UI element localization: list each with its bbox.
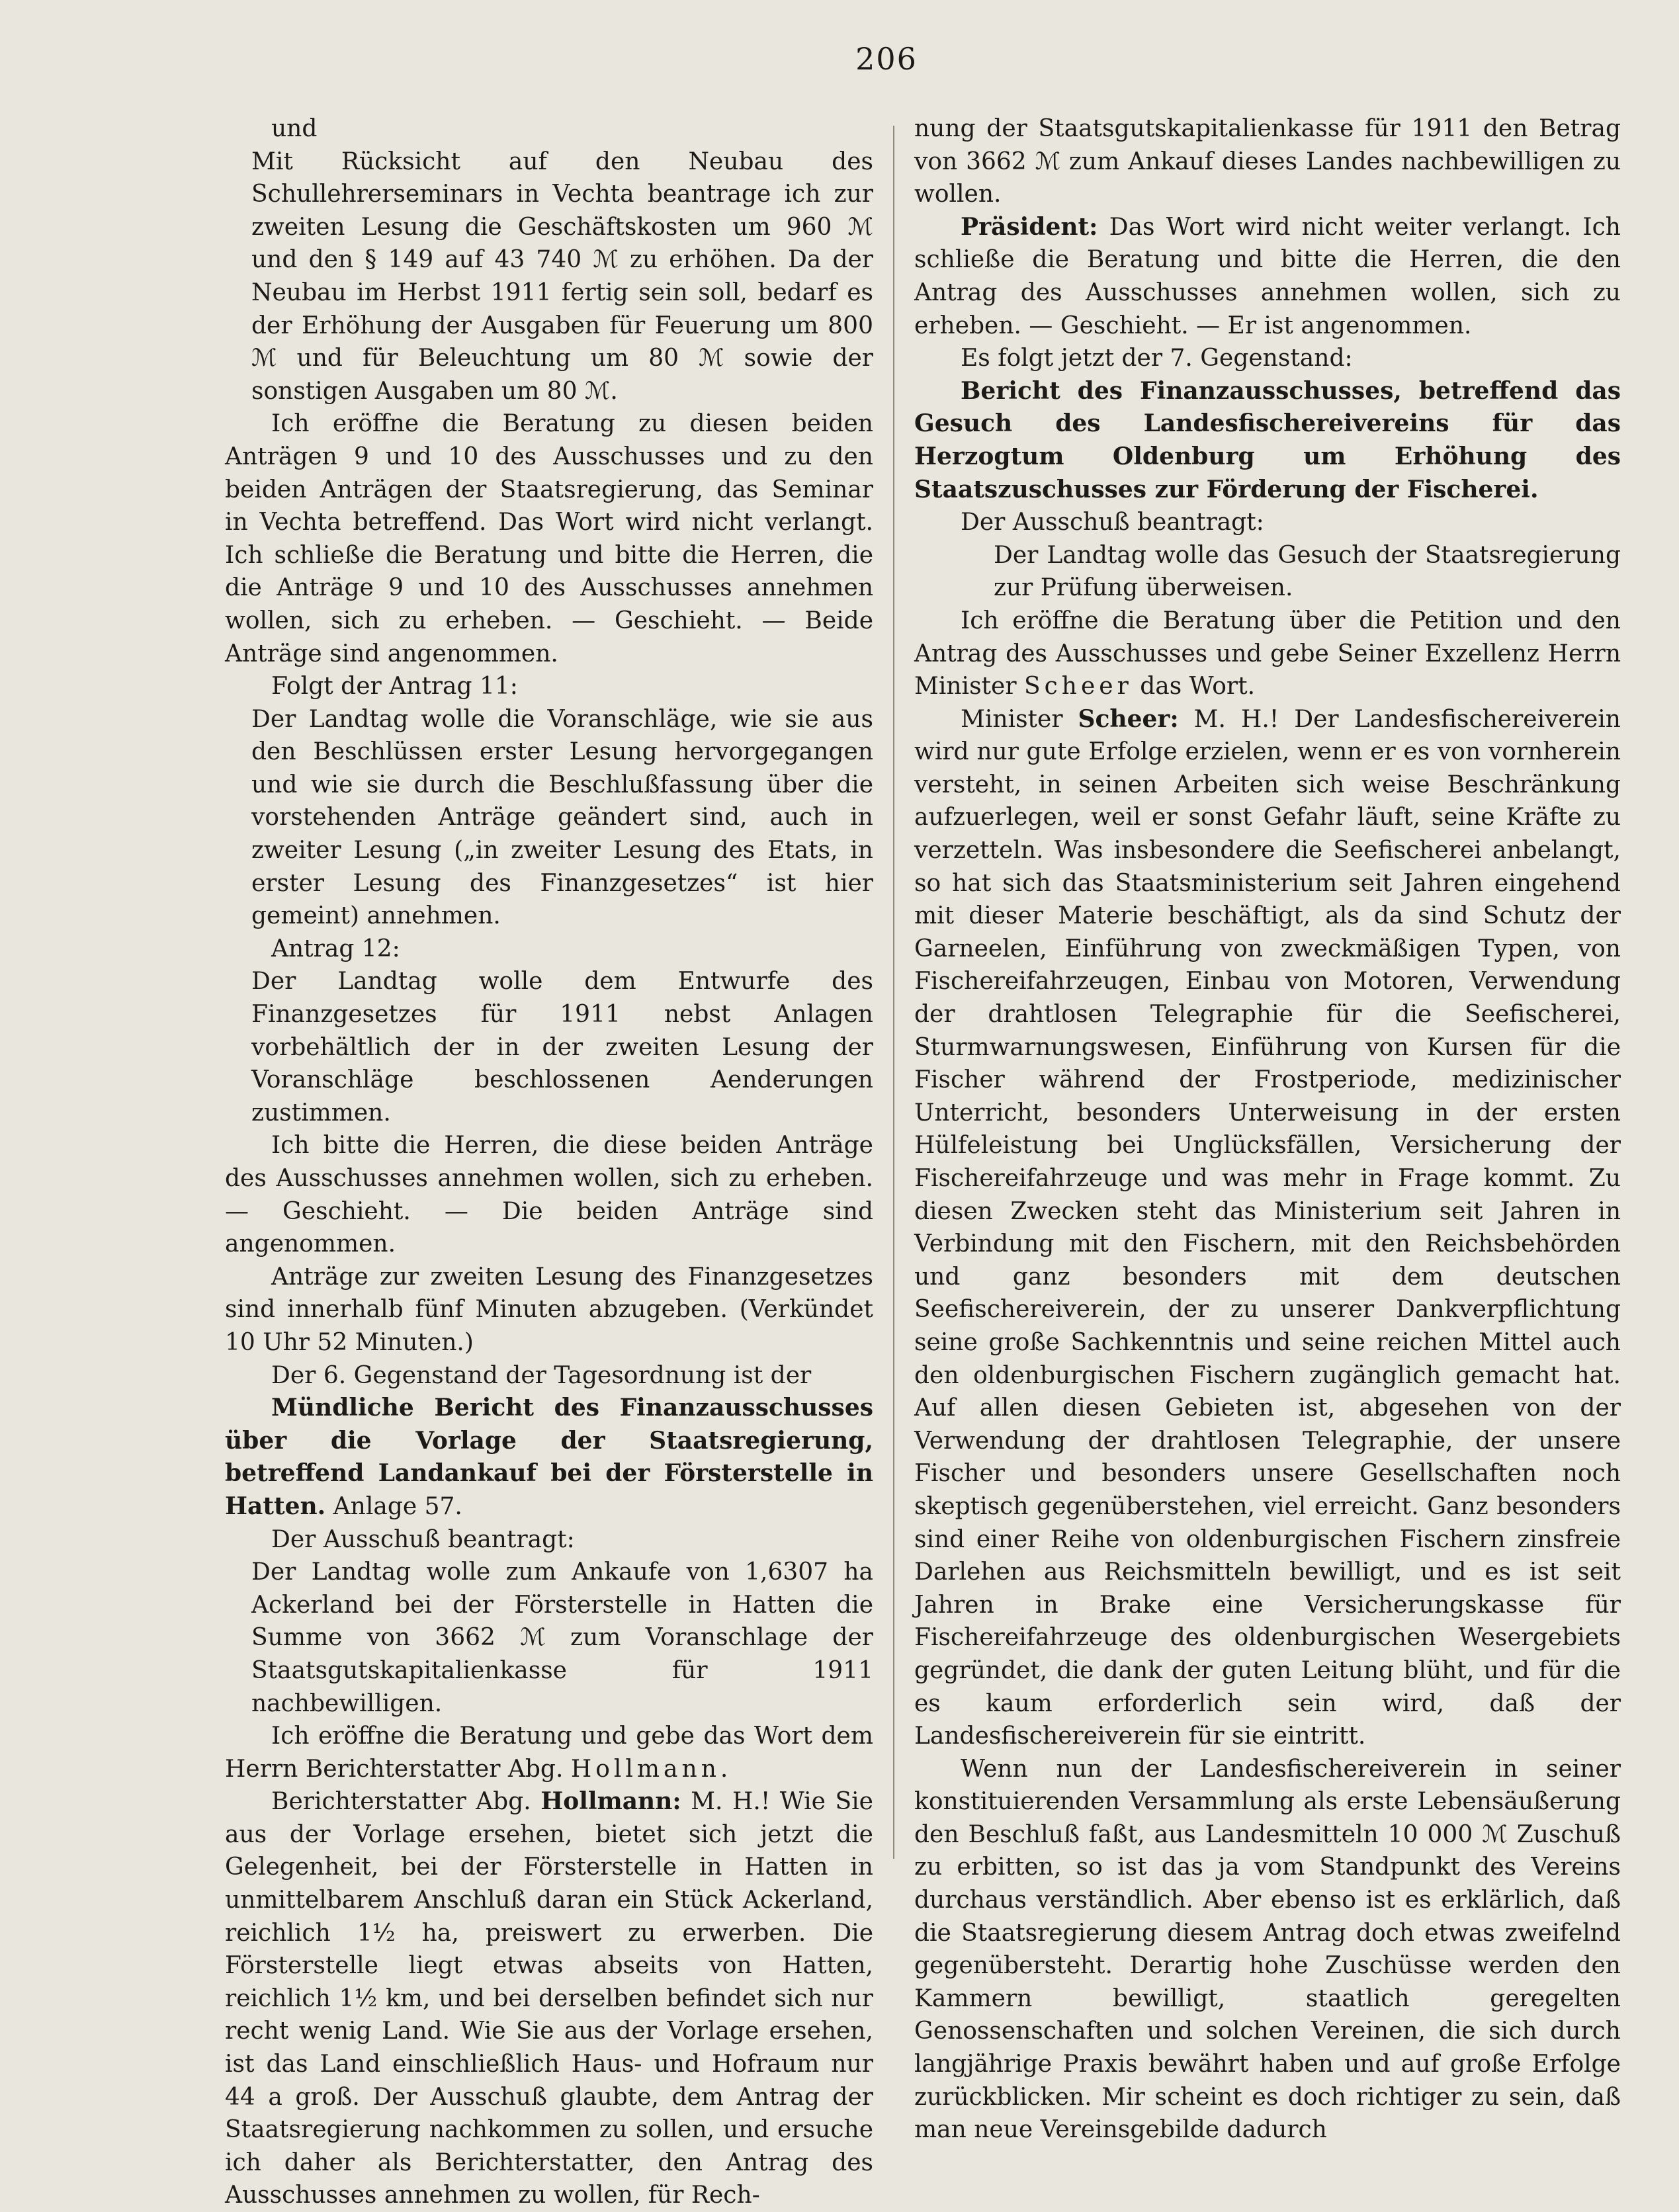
paragraph (225, 1720, 873, 1785)
speaker-name: Präsident: (961, 212, 1098, 241)
paragraph: Der Ausschuß beantragt: (271, 1525, 575, 1553)
motion-text: Der Landtag wolle dem Entwurfe des Finanzgesetzes für 1911 nebst Anlagen vorbehältlich der in der zweiten Lesung der Voranschläge beschlossenen Aenderungen zustimmen. (251, 968, 873, 1127)
paragraph (914, 605, 1621, 703)
text-run: das Wort. (1132, 673, 1256, 701)
text-run: M. H.! Wie Sie aus der Vorlage ersehen, bietet sich jetzt die Gelegenheit, bei der Försterstelle in Hatten in unmittelbarem Anschluß daran ein Stück Ackerland, reichlich 1½ ha, preiswert zu erwerben. Die Försterstelle liegt etwas abseits von Hatten, reichlich 1½ km, und bei derselben befindet sich nur recht wenig Land. Wie Sie aus der Vorlage ersehen, ist das Land einschließlich Haus- und Hofraum nur 44 a groß. Der Ausschuß glaubte, dem Antrag der Staatsregierung nachkommen zu sollen, und ersuche ich daher als Berichterstatter, den Antrag des Ausschusses annehmen zu wollen, für Rech- (225, 1788, 873, 2209)
agenda-annex: Anlage 57. (325, 1492, 462, 1520)
text-run: Ich eröffne die Beratung und gebe das Wort dem Herrn Berichterstatter Abg. (225, 1723, 873, 1783)
text-run: . (720, 1755, 728, 1783)
page-number: 206 (855, 41, 918, 77)
motion-text: Mit Rücksicht auf den Neubau des Schullehrerseminars in Vechta beantrage ich zur zweiten Lesung die Geschäftskosten um 960 ℳ und den § 149 auf 43 740 ℳ zu erhöhen. Da der Neubau im Herbst 1911 fertig sein soll, bedarf es der Erhöhung der Ausgaben für Feuerung um 800 ℳ und für Beleuchtung um 80 ℳ sowie der sonstigen Ausgaben um 80 ℳ. (251, 148, 873, 405)
text-run: Das Wort wird nicht weiter verlangt. Ich schließe die Beratung und bitte die Herren, die den Antrag des Ausschusses annehmen wollen, sich zu erheben. — Geschieht. — Er ist angenommen. (914, 213, 1621, 339)
right-column (914, 112, 1621, 2147)
agenda-heading: Mündliche Bericht des Finanzausschusses über die Vorlage der Staatsregierung, betreffend Landankauf bei der Försterstelle in Hatten. (225, 1394, 873, 1520)
paragraph: Es folgt jetzt der 7. Gegenstand: (961, 345, 1353, 372)
text-run: Berichterstatter Abg. (271, 1788, 541, 1816)
speaker-name: Scheer (1023, 673, 1133, 701)
text-run: M. H.! Der Landesfischereiverein wird nur gute Erfolge erzielen, wenn er es von vornherein versteht, in seinen Arbeiten sich weise Beschränkung aufzuerlegen, weil er sonst Gefahr läuft, seine Kräfte zu verzetteln. Was insbesondere die Seefischerei anbelangt, so hat sich das Staatsministerium seit Jahren eingehend mit dieser Materie beschäftigt, als da sind Schutz der Garneelen, Einführung von zweckmäßigen Typen, von Fischereifahrzeugen, Einbau von Motoren, Verwendung der drahtlosen Telegraphie für die Seefischerei, Sturmwarnungswesen, Einführung von Kursen für die Fischer während der Frostperiode, medizinischer Unterricht, besonders Unterweisung in der ersten Hülfeleistung bei Unglücksfällen, Versicherung der Fischereifahrzeuge und was mehr in Frage kommt. Zu diesen Zwecken steht das Ministerium seit Jahren in Verbindung mit den Fischern, mit den Reichsbehörden und ganz besonders mit dem deutschen Seefischereiverein, der zu unserer Dankverpflichtung seine große Sachkenntnis und seine reichen Mittel auch den oldenburgischen Fischern zugänglich gemacht hat. Auf allen diesen Gebieten ist, abgesehen von der Verwendung der drahtlosen Telegraphie, der unsere Fischer und besonders unsere Gesellschaften noch skeptisch gegenüberstehen, viel erreicht. Ganz besonders sind einer Reihe von oldenburgischen Fischern zinsfreie Darlehen aus Reichsmitteln bewilligt, und es ist seit Jahren in Brake eine Versicherungskasse für Fischereifahrzeuge des oldenburgischen Wesergebiets gegründet, die dank der guten Leitung blüht, und für die es kaum erforderlich sein wird, daß der Landesfischereiverein für sie eintritt. (914, 705, 1621, 1750)
left-column (225, 112, 873, 2212)
speech (225, 1785, 873, 2212)
agenda-heading: Bericht des Finanzausschusses, betreffend das Gesuch des Landesfischereivereins für das Herzogtum Oldenburg um Erhöhung des Staatszuschusses zur Förderung der Fischerei. (914, 376, 1621, 503)
paragraph: Antrag 12: (271, 935, 400, 962)
speech (914, 211, 1621, 342)
column-divider (893, 126, 894, 1859)
text-run: Ich eröffne die Beratung über die Petition und den Antrag des Ausschusses und gebe Seiner Exzellenz Herrn Minister (914, 607, 1621, 701)
paragraph: Der Ausschuß beantragt: (961, 509, 1264, 536)
paragraph: Wenn nun der Landesfischereiverein in seiner konstituierenden Versammlung als erste Lebensäußerung den Beschluß faßt, aus Landesmitteln 10 000 ℳ Zuschuß zu erbitten, so ist das ja vom Standpunkt des Vereins durchaus verständlich. Aber ebenso ist es erklärlich, daß die Staatsregierung diesem Antrag doch etwas zweifelnd gegenübersteht. Derartig hohe Zuschüsse werden den Kammern bewilligt, staatlich geregelten Genossenschaften und solchen Vereinen, die sich durch langjährige Praxis bewährt haben und auf große Erfolge zurückblicken. Mir scheint es doch richtiger zu sein, daß man neue Vereinsgebilde dadurch (914, 1755, 1621, 2144)
paragraph: Der 6. Gegenstand der Tagesordnung ist der (271, 1361, 812, 1389)
motion-text: Der Landtag wolle das Gesuch der Staatsregierung zur Prüfung überweisen. (994, 541, 1621, 602)
text-run: Minister (961, 705, 1078, 733)
motion-text: Der Landtag wolle die Voranschläge, wie sie aus den Beschlüssen erster Lesung hervorgegangen und wie sie durch die Beschlußfassung über die vorstehenden Anträge geändert sind, auch in zweiter Lesung („in zweiter Lesung des Etats, in erster Lesung des Finanzgesetzes“ ist hier gemeint) annehmen. (251, 705, 873, 930)
paragraph: Anträge zur zweiten Lesung des Finanzgesetzes sind innerhalb fünf Minuten abzugeben. (Verkündet 10 Uhr 52 Minuten.) (225, 1263, 873, 1356)
paragraph: und (271, 115, 318, 142)
paragraph: Ich eröffne die Beratung zu diesen beiden Anträgen 9 und 10 des Ausschusses und zu den beiden Anträgen der Staatsregierung, das Seminar in Vechta betreffend. Das Wort wird nicht verlangt. Ich schließe die Beratung und bitte die Herren, die die Anträge 9 und 10 des Ausschusses annehmen wollen, sich zu erheben. — Geschieht. — Beide Anträge sind angenommen. (225, 410, 873, 667)
paragraph: nung der Staatsgutskapitalienkasse für 1911 den Betrag von 3662 ℳ zum Ankauf dieses Landes nachbewilligen zu wollen. (914, 115, 1621, 208)
motion-text: Der Landtag wolle zum Ankaufe von 1,6307 ha Ackerland bei der Försterstelle in Hatten die Summe von 3662 ℳ zum Voranschlage der Staatsgutskapitalienkasse für 1911 nachbewilligen. (251, 1558, 873, 1717)
paragraph: Folgt der Antrag 11: (271, 673, 518, 701)
speaker-name: Hollmann (570, 1755, 720, 1783)
speaker-name: Scheer: (1078, 704, 1179, 733)
paragraph: Ich bitte die Herren, die diese beiden Anträge des Ausschusses annehmen wollen, sich zu erheben. — Geschieht. — Die beiden Anträge sind angenommen. (225, 1132, 873, 1258)
agenda-item (225, 1392, 873, 1523)
speech (914, 703, 1621, 1753)
speaker-name: Hollmann: (540, 1787, 681, 1816)
